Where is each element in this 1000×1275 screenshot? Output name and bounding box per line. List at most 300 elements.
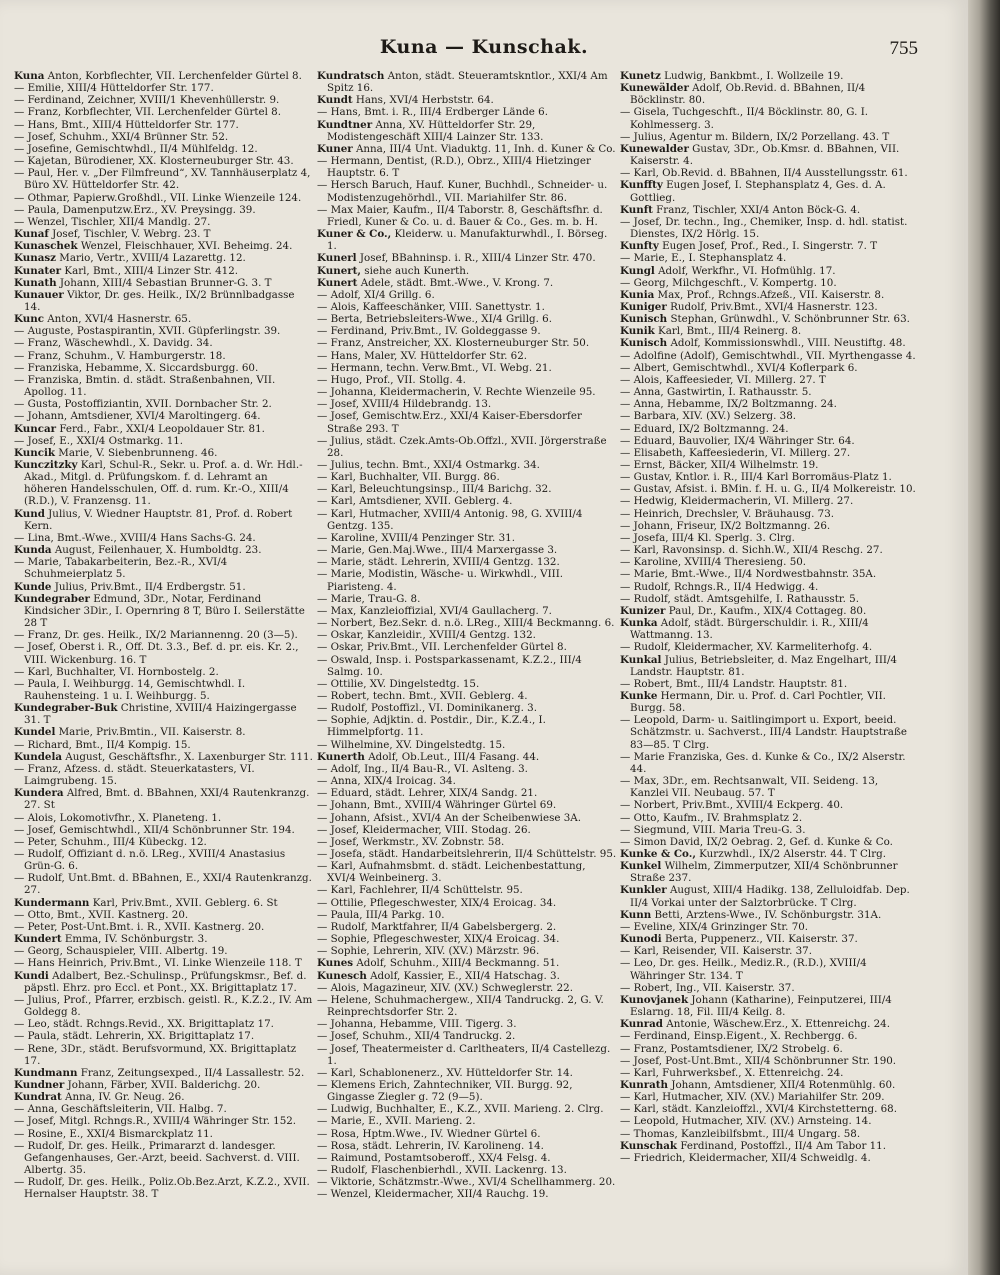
- directory-entry: [620, 179, 920, 203]
- directory-entry: [317, 787, 617, 799]
- directory-entry: [620, 459, 920, 471]
- page-header: [0, 36, 968, 66]
- directory-entry: [317, 848, 617, 860]
- directory-entry: [317, 301, 617, 313]
- directory-entry: [14, 1115, 314, 1127]
- entry-text: — Viktorie, Schätzmstr.-Wwe., XVI/4 Schellhammerg. 20.: [317, 1176, 616, 1189]
- entry-text: Edmund, 3Dr., Notar, Ferdinand Kindsicher 3Dir., I. Opernring 8 T, Büro I. Seilerstätte 28 T: [24, 592, 305, 630]
- entry-surname: Kunater: [14, 264, 62, 277]
- directory-entry: [620, 994, 920, 1018]
- entry-text: Viktor, Dr. ges. Heilk., IX/2 Brünnlbadgasse 14.: [24, 288, 295, 313]
- entry-text: Anna, XV. Hütteldorfer Str. 29, Modistengeschäft XIII/4 Lainzer Str. 133.: [327, 118, 544, 143]
- entry-text: Eugen Josef, Prof., Red., I. Singerstr. 7. T: [658, 240, 878, 253]
- entry-text: — Ludwig, Buchhalter, E., K.Z., XVII. Marieng. 2. Clrg.: [317, 1103, 604, 1116]
- directory-entry: [620, 508, 920, 520]
- entry-text: — Johanna, Hebamme, VIII. Tigerg. 3.: [317, 1018, 517, 1031]
- entry-text: — Hugo, Prof., VII. Stollg. 4.: [317, 373, 466, 386]
- directory-entry: [620, 301, 920, 313]
- entry-surname: Kundel: [14, 726, 56, 739]
- directory-entry: [317, 155, 617, 179]
- entry-text: — Marie, städt. Lehrerin, XVIII/4 Gentzg. 132.: [317, 556, 560, 569]
- directory-entry: [317, 1188, 617, 1200]
- directory-entry: [620, 884, 920, 908]
- directory-entry: [317, 106, 617, 118]
- entry-text: Julius, Betriebsleiter, d. Maz Engelhart, III/4 Landstr. Hauptstr. 81.: [630, 653, 897, 678]
- entry-text: — Raimund, Postamtsoberoff., XX/4 Felsg. 4.: [317, 1151, 551, 1164]
- entry-surname: Kundela: [14, 750, 63, 763]
- entry-text: — Sophie, Lehrerin, XIV. (XV.) Märzstr. 96.: [317, 945, 540, 958]
- entry-text: — Adolf, XI/4 Grillg. 6.: [317, 288, 435, 301]
- entry-text: — Othmar, Papierw.Großhdl., VII. Linke Wienzeile 124.: [14, 191, 302, 204]
- entry-surname: Kunerth: [317, 750, 365, 763]
- entry-text: — Josef, Mitgl. Rchngs.R., XVIII/4 Währinger Str. 152.: [14, 1115, 297, 1128]
- directory-entry: [620, 1152, 920, 1164]
- entry-text: — Karl, Buchhalter, VII. Burgg. 86.: [317, 471, 500, 484]
- entry-surname: Kunffty: [620, 179, 663, 192]
- entry-surname: Kunesch: [317, 969, 367, 982]
- entry-text: — Georg, Schauspieler, VIII. Albertg. 19.: [14, 945, 228, 958]
- entry-text: Rudolf, Priv.Bmt., XVI/4 Hasnerstr. 123.: [666, 300, 878, 313]
- entry-surname: Kunschak: [620, 1139, 678, 1152]
- directory-entry: [317, 897, 617, 909]
- entry-text: — Richard, Bmt., II/4 Kompig. 15.: [14, 738, 191, 751]
- entry-text: — Wilhelmine, XV. Dingelstedtg. 15.: [317, 738, 506, 751]
- entry-surname: Kundratsch: [317, 70, 385, 82]
- entry-text: Adolf, Werkfhr., VI. Hofmühlg. 17.: [654, 264, 836, 277]
- entry-text: Wilhelm, Zimmerputzer, XII/4 Schönbrunner Straße 237.: [630, 860, 898, 885]
- directory-entry: [620, 1030, 920, 1042]
- entry-text: — Adolfine (Adolf), Gemischtwhdl., VII. Myrthengasse 4.: [620, 349, 916, 362]
- directory-entry: [317, 386, 617, 398]
- entry-text: — Helene, Schuhmachergew., XII/4 Tandruckg. 2, G. V. Reinprechtsdorfer Str. 2.: [317, 993, 604, 1019]
- entry-text: — Leopold, Darm- u. Saitlingimport u. Export, beeid. Schätzmstr. u. Sachverst., III/4 Landstr. Hauptstraße 83—85. T Clrg.: [620, 714, 907, 751]
- entry-text: — Ferdinand, Priv.Bmt., IV. Goldeggasse 9.: [317, 325, 541, 338]
- entry-text: — Leo, städt. Rchngs.Revid., XX. Brigittaplatz 17.: [14, 1018, 274, 1031]
- entry-surname: Kundt: [317, 94, 353, 107]
- directory-entry: [620, 641, 920, 653]
- entry-text: — Josef, Post-Unt.Bmt., XII/4 Schönbrunner Str. 190.: [620, 1054, 897, 1067]
- entry-text: — Rudolf, Postoffizl., VI. Dominikanerg. 3.: [317, 702, 537, 715]
- entry-surname: Kunke & Co.,: [620, 848, 696, 860]
- entry-surname: Kundert: [14, 933, 62, 946]
- directory-entry: [620, 909, 920, 921]
- entry-text: Johann (Katharine), Feinputzerei, III/4 Eslarng. 18, Fil. III/4 Keilg. 8.: [630, 993, 892, 1019]
- directory-entry: [14, 167, 314, 191]
- directory-entry: [317, 714, 617, 738]
- directory-entry: [317, 289, 617, 301]
- entry-text: Karl, Bmt., XIII/4 Linzer Str. 412.: [61, 264, 239, 277]
- entry-text: — Hedwig, Kleidermacherin, VI. Millerg. 27.: [620, 495, 854, 508]
- entry-text: — Gusta, Postoffiziantin, XVII. Dornbacher Str. 2.: [14, 398, 272, 411]
- directory-entry: [14, 1176, 314, 1200]
- directory-entry: [14, 325, 314, 337]
- directory-entry: [14, 423, 314, 435]
- entry-surname: Kundner: [14, 1078, 65, 1091]
- entry-text: — Hans, Bmt. i. R., III/4 Erdberger Lände 6.: [317, 106, 548, 119]
- directory-entry: [317, 921, 617, 933]
- entry-text: — Rudolf, Flaschenbierhdl., XVII. Lackenrg. 13.: [317, 1164, 567, 1177]
- entry-text: — Josef, Gemischtwhdl., XII/4 Schönbrunner Str. 194.: [14, 823, 295, 836]
- entry-surname: Kunisch: [620, 337, 668, 350]
- entry-text: — Marie, E., I. Stephansplatz 4.: [620, 252, 787, 265]
- directory-entry: [317, 617, 617, 629]
- entry-text: — Karl, Amtsdiener, XVII. Geblerg. 4.: [317, 495, 513, 508]
- directory-entry: [14, 933, 314, 945]
- directory-entry: [14, 921, 314, 933]
- directory-entry: [14, 435, 314, 447]
- entry-text: — Gisela, Tuchgeschft., II/4 Böcklinstr. 80, G. I. Kohlmesserg. 3.: [620, 106, 869, 131]
- directory-entry: [317, 799, 617, 811]
- directory-entry: [317, 94, 617, 106]
- entry-text: — Franz, Dr. ges. Heilk., IX/2 Mariannenng. 20 (3—5).: [14, 629, 298, 642]
- directory-entry: [317, 398, 617, 410]
- entry-text: — Karl, Beleuchtungsinsp., III/4 Barichg. 32.: [317, 483, 552, 496]
- directory-entry: [317, 179, 617, 203]
- entry-text: — Marie, Gen.Maj.Wwe., III/4 Marxergasse 3.: [317, 544, 558, 557]
- entry-text: — Karl, städt. Kanzleioffzl., XVI/4 Kirchstetterng. 68.: [620, 1103, 898, 1116]
- entry-surname: Kunert,: [317, 264, 362, 277]
- directory-entry: [317, 544, 617, 556]
- entry-text: Hans, XVI/4 Herbststr. 64.: [352, 94, 494, 107]
- entry-text: — Marie, Trau-G. 8.: [317, 592, 421, 605]
- entry-text: Adolf, städt. Bürgerschuldir. i. R., XIII/4 Wattmanng. 13.: [630, 617, 869, 642]
- directory-entry: [620, 204, 920, 216]
- entry-text: — Paula, I. Weihburgg. 14, Gemischtwhdl. I. Rauhensteing. 1 u. I. Weihburgg. 5.: [14, 677, 246, 702]
- directory-entry: [14, 641, 314, 665]
- entry-text: — Marie, Modistin, Wäsche- u. Wirkwhdl., VIII. Piaristeng. 4.: [317, 568, 564, 593]
- directory-entry: [317, 410, 617, 434]
- entry-text: — Rene, 3Dr., städt. Berufsvormund, XX. Brigittaplatz 17.: [14, 1042, 297, 1067]
- directory-entry: [620, 617, 920, 641]
- directory-entry: [620, 556, 920, 568]
- directory-entry: [317, 654, 617, 678]
- entry-text: — Friedrich, Kleidermacher, XII/4 Schweidlg. 4.: [620, 1151, 871, 1164]
- directory-entry: [14, 313, 314, 325]
- entry-surname: Kuner & Co.,: [317, 228, 392, 241]
- directory-entry: [317, 641, 617, 653]
- directory-entry: [317, 252, 617, 264]
- entry-surname: Kunewälder: [620, 82, 689, 95]
- directory-entry: [620, 1067, 920, 1079]
- entry-text: — Wenzel, Kleidermacher, XII/4 Rauchg. 19.: [317, 1188, 549, 1201]
- entry-text: — Josef, Oberst i. R., Off. Dt. 3.3., Bef. d. pr. eis. Kr. 2., VIII. Wickenburg. 16. T: [14, 641, 299, 666]
- directory-entry: [14, 751, 314, 763]
- directory-entry: [620, 386, 920, 398]
- directory-entry: [14, 1079, 314, 1091]
- entry-surname: Kunizer: [620, 604, 666, 617]
- directory-entry: [14, 629, 314, 641]
- directory-entry: [620, 1055, 920, 1067]
- directory-entry: [14, 945, 314, 957]
- entry-text: — Sophie, Adjktin. d. Postdir., Dir., K.Z.4., I. Himmelpfortg. 11.: [317, 714, 546, 739]
- entry-text: — Oskar, Kanzleidir., XVIII/4 Gentzg. 132.: [317, 629, 536, 642]
- directory-entry: [620, 1079, 920, 1091]
- column-1: [14, 70, 314, 1270]
- directory-entry: [14, 508, 314, 532]
- entry-text: — Rudolf, städt. Amtsgehilfe, I. Rathausstr. 5.: [620, 592, 859, 605]
- entry-surname: Kundera: [14, 787, 64, 800]
- entry-text: — Max, 3Dr., em. Rechtsanwalt, VII. Seideng. 13, Kanzlei VII. Neubaug. 57. T: [620, 775, 879, 800]
- directory-entry: [317, 982, 617, 994]
- entry-text: — Johann, Afsist., XVI/4 An der Scheibenwiese 3A.: [317, 811, 581, 824]
- directory-entry: [14, 897, 314, 909]
- directory-entry: [620, 82, 920, 106]
- entry-text: Anna, IV. Gr. Neug. 26.: [61, 1091, 185, 1104]
- directory-entry: [620, 1128, 920, 1140]
- entry-text: — Franz, Wäschewhdl., X. Davidg. 34.: [14, 337, 213, 350]
- directory-entry: [620, 313, 920, 325]
- entry-text: — Josefine, Gemischtwhdl., II/4 Mühlfeldg. 12.: [14, 142, 258, 155]
- entry-surname: Kundrat: [14, 1091, 62, 1104]
- directory-entry: [14, 155, 314, 167]
- directory-entry: [317, 593, 617, 605]
- entry-text: — Rudolf, Marktfahrer, II/4 Gabelsbergerg. 2.: [317, 920, 557, 933]
- entry-text: — Karoline, XVIII/4 Penzinger Str. 31.: [317, 531, 515, 544]
- directory-entry: [14, 1018, 314, 1030]
- entry-text: — Johann, Amtsdiener, XVI/4 Maroltingerg. 64.: [14, 410, 261, 423]
- entry-text: — Otto, Bmt., XVII. Kastnerg. 20.: [14, 908, 189, 921]
- entry-text: — Eduard, Bauvolier, IX/4 Währinger Str. 64.: [620, 434, 855, 447]
- entry-text: — Alois, Magazineur, XIV. (XV.) Schweglerstr. 22.: [317, 981, 573, 994]
- directory-entry: [317, 1164, 617, 1176]
- directory-entry: [317, 1030, 617, 1042]
- entry-text: Gustav, 3Dr., Ob.Kmsr. d. BBahnen, VII. Kaiserstr. 4.: [630, 142, 900, 168]
- directory-entry: [14, 1030, 314, 1042]
- entry-text: Wenzel, Fleischhauer, XVI. Beheimg. 24.: [77, 240, 293, 253]
- entry-text: — Josef, Schuhm., XII/4 Tandruckg. 2.: [317, 1030, 516, 1043]
- entry-text: — Franz, Korbflechter, VII. Lerchenfelder Gürtel 8.: [14, 106, 282, 119]
- directory-entry: [620, 277, 920, 289]
- directory-entry: [620, 921, 920, 933]
- entry-text: Franz, Tischler, XXI/4 Anton Böck-G. 4.: [652, 203, 861, 216]
- entry-text: — Hans Heinrich, Priv.Bmt., VI. Linke Wienzeile 118. T: [14, 957, 302, 970]
- directory-entry: [317, 532, 617, 544]
- entry-text: — Eveline, XIX/4 Grinzinger Str. 70.: [620, 920, 809, 933]
- directory-entry: [620, 423, 920, 435]
- entry-text: Paul, Dr., Kaufm., XIX/4 Cottageg. 80.: [665, 604, 867, 617]
- entry-text: Kleiderw. u. Manufakturwhdl., I. Börseg. 1.: [327, 228, 608, 253]
- entry-text: Johann, Färber, XVII. Balderichg. 20.: [64, 1078, 261, 1091]
- entry-text: — Berta, Betriebsleiters-Wwe., XI/4 Grillg. 6.: [317, 313, 552, 326]
- entry-text: Adele, städt. Bmt.-Wwe., V. Krong. 7.: [357, 276, 554, 289]
- entry-text: — Paul, Her. v. „Der Filmfreund“, XV. Tannhäuserplatz 4, Büro XV. Hütteldorfer Str. 42.: [14, 167, 311, 192]
- directory-entry: [317, 812, 617, 824]
- directory-entry: [14, 848, 314, 872]
- directory-entry: [317, 362, 617, 374]
- entry-text: — Anna, XIX/4 Iroicag. 34.: [317, 775, 456, 788]
- directory-entry: [317, 605, 617, 617]
- entry-surname: Kunasz: [14, 252, 57, 265]
- column-3: [620, 70, 920, 1270]
- entry-surname: Kunkal: [620, 653, 662, 666]
- entry-text: — Robert, techn. Bmt., XVII. Geblerg. 4.: [317, 689, 528, 702]
- directory-entry: [620, 1018, 920, 1030]
- directory-entry: [620, 605, 920, 617]
- entry-text: — Josef, Kleidermacher, VIII. Stodag. 26.: [317, 823, 531, 836]
- directory-entry: [620, 289, 920, 301]
- entry-text: — Anna, Geschäftsleiterin, VII. Halbg. 7.: [14, 1103, 227, 1116]
- directory-entry: [14, 581, 314, 593]
- entry-text: — Rudolf, Dr. ges. Heilk., Poliz.Ob.Bez.Arzt, K.Z.2., XVII. Hernalser Hauptstr. 38. T: [14, 1176, 310, 1201]
- directory-entry: [14, 702, 314, 726]
- directory-entry: [317, 204, 617, 228]
- entry-text: — Karl, Hutmacher, XIV. (XV.) Mariahilfer Str. 209.: [620, 1091, 885, 1104]
- entry-text: — Marie, E., XVII. Marieng. 2.: [317, 1115, 476, 1128]
- entry-text: — Karl, Ravonsinsp. d. Sichh.W., XII/4 Reschg. 27.: [620, 544, 883, 557]
- entry-text: — Franziska, Hebamme, X. Siccardsburgg. 60.: [14, 361, 259, 374]
- directory-entry: [14, 192, 314, 204]
- directory-entry: [317, 775, 617, 787]
- entry-text: — Rosa, städt. Lehrerin, IV. Karolineng. 14.: [317, 1139, 544, 1152]
- directory-entry: [317, 508, 617, 532]
- directory-entry: [14, 337, 314, 349]
- directory-entry: [14, 447, 314, 459]
- entry-surname: Kunfty: [620, 240, 659, 253]
- entry-text: — Franz, Schuhm., V. Hamburgerstr. 18.: [14, 349, 226, 362]
- directory-entry: [317, 824, 617, 836]
- entry-surname: Kunrad: [620, 1018, 663, 1031]
- entry-text: — Karl, Ob.Revid. d. BBahnen, II/4 Ausstellungsstr. 61.: [620, 167, 908, 180]
- entry-text: — Rudolf, Rchngs.R., II/4 Hedwigg. 4.: [620, 580, 819, 593]
- entry-text: — Ottilie, Pflegeschwester, XIX/4 Eroicag. 34.: [317, 896, 557, 909]
- entry-text: — Robert, Bmt., III/4 Landstr. Hauptstr. 81.: [620, 677, 848, 690]
- entry-text: — Rudolf, Unt.Bmt. d. BBahnen, E., XXI/4 Rautenkranzg. 27.: [14, 872, 312, 897]
- entry-text: — Rosa, Hptm.Wwe., IV. Wiedner Gürtel 6.: [317, 1127, 541, 1140]
- directory-entry: [317, 143, 617, 155]
- entry-text: — Anna, Gastwirtin, I. Rathausstr. 5.: [620, 386, 812, 399]
- directory-entry: [317, 933, 617, 945]
- entry-text: — Adolf, Ing., II/4 Bau-R., VI. Aslteng. 3.: [317, 762, 528, 775]
- entry-surname: Kunewalder: [620, 142, 689, 155]
- directory-entry: [620, 751, 920, 775]
- entry-text: — Paula, III/4 Parkg. 10.: [317, 908, 445, 921]
- entry-text: — Leopold, Hutmacher, XIV. (XV.) Arnsteing. 14.: [620, 1115, 872, 1128]
- directory-entry: [620, 654, 920, 678]
- directory-entry: [14, 350, 314, 362]
- directory-entry: [317, 1140, 617, 1152]
- entry-surname: Kund: [14, 507, 45, 520]
- entry-text: Mario, Vertr., XVIII/4 Lazarettg. 12.: [56, 252, 246, 265]
- directory-entry: [317, 337, 617, 349]
- directory-entry: [14, 593, 314, 629]
- directory-entry: [620, 532, 920, 544]
- entry-text: — Josef, E., XXI/4 Ostmarkg. 11.: [14, 434, 184, 447]
- entry-text: — Josef, XVIII/4 Hildebrandg. 13.: [317, 398, 492, 411]
- directory-entry: [14, 1043, 314, 1067]
- directory-entry: [317, 1115, 617, 1127]
- entry-text: — Karl, Fuhrwerksbef., X. Ettenreichg. 24.: [620, 1066, 844, 1079]
- directory-entry: [14, 957, 314, 969]
- directory-entry: [620, 216, 920, 240]
- entry-surname: Kunka: [620, 617, 658, 630]
- directory-entry: [620, 544, 920, 556]
- directory-entry: [620, 471, 920, 483]
- entry-text: Franz, Zeitungsexped., II/4 Lassallestr. 52.: [77, 1066, 305, 1079]
- directory-entry: [620, 495, 920, 507]
- directory-entry: [620, 435, 920, 447]
- entry-text: — Auguste, Postaspirantin, XVII. Güpferlingstr. 39.: [14, 325, 281, 338]
- entry-text: — Ernst, Bäcker, XII/4 Wilhelmstr. 19.: [620, 459, 819, 471]
- entry-surname: Kunde: [14, 580, 52, 593]
- entry-text: — Julius, städt. Czek.Amts-Ob.Offzl., XVII. Jörgerstraße 28.: [317, 434, 607, 459]
- entry-text: Christine, XVIII/4 Haizingergasse 31. T: [24, 702, 297, 727]
- directory-entry: [620, 252, 920, 264]
- entry-text: — Alois, Kaffeeschänker, VIII. Sanettystr. 1.: [317, 300, 545, 313]
- entry-surname: Kuna: [14, 70, 45, 82]
- entry-surname: Kunes: [317, 957, 354, 970]
- directory-entry: [317, 970, 617, 982]
- entry-text: — Franz, Anstreicher, XX. Klosterneuburger Str. 50.: [317, 337, 590, 350]
- entry-surname: Kuncik: [14, 446, 56, 459]
- entry-text: — Karl, Reisender, VII. Kaiserstr. 37.: [620, 945, 813, 958]
- directory-entry: [14, 143, 314, 155]
- directory-entry: [317, 495, 617, 507]
- entry-text: — Peter, Post-Unt.Bmt. i. R., XVII. Kastnerg. 20.: [14, 920, 265, 933]
- directory-entry: [14, 106, 314, 118]
- directory-entry: [317, 1067, 617, 1079]
- directory-entry: [620, 933, 920, 945]
- entry-text: Betti, Arztens-Wwe., IV. Schönburgstr. 31A.: [651, 908, 882, 921]
- entry-text: — Rudolf, Kleidermacher, XV. Karmeliterhofg. 4.: [620, 641, 873, 654]
- entry-text: — Oskar, Priv.Bmt., VII. Lerchenfelder Gürtel 8.: [317, 641, 567, 654]
- entry-text: — Josefa, III/4 Kl. Sperlg. 3. Clrg.: [620, 531, 795, 544]
- entry-text: Karl, Schul-R., Sekr. u. Prof. a. d. Wr. Hdl.-Akad., Mitgl. d. Prüfungskom. f. d. Lehramt an höheren Handelsschulen, Off. d. rum. Kr.-O., XIII/4 (R.D.), V. Franzensg. 11.: [24, 459, 303, 508]
- directory-entry: [620, 447, 920, 459]
- directory-entry: [14, 228, 314, 240]
- directory-entry: [620, 714, 920, 750]
- directory-entry: [14, 763, 314, 787]
- entry-text: Anna, III/4 Unt. Viaduktg. 11, Inh. d. Kuner & Co.: [352, 142, 616, 155]
- directory-entry: [14, 726, 314, 738]
- directory-entry: [14, 787, 314, 811]
- directory-entry: [620, 240, 920, 252]
- directory-entry: [317, 884, 617, 896]
- directory-entry: [14, 1091, 314, 1103]
- entry-text: — Peter, Schuhm., III/4 Kübeckg. 12.: [14, 835, 207, 848]
- directory-entry: [14, 812, 314, 824]
- entry-text: — Elisabeth, Kaffeesiederin, VI. Millerg. 27.: [620, 446, 851, 459]
- entry-surname: Kunaschek: [14, 240, 78, 253]
- directory-entry: [317, 483, 617, 495]
- directory-entry: [317, 435, 617, 459]
- directory-entry: [14, 544, 314, 556]
- directory-entry: [14, 1140, 314, 1176]
- directory-entry: [620, 483, 920, 495]
- entry-text: — Emilie, XIII/4 Hütteldorfer Str. 177.: [14, 82, 214, 95]
- entry-text: — Gustav, Kntlor. i. R., III/4 Karl Borromäus-Platz 1.: [620, 471, 892, 484]
- entry-surname: Kunetz: [620, 70, 661, 82]
- entry-text: — Josef, Theatermeister d. Carltheaters, II/4 Castellezg. 1.: [317, 1042, 611, 1067]
- entry-text: — Josefa, städt. Handarbeitslehrerin, II/4 Schüttelstr. 95.: [317, 848, 617, 860]
- entry-surname: Kunerl: [317, 252, 357, 265]
- entry-surname: Kunaf: [14, 228, 49, 241]
- directory-entry: [620, 325, 920, 337]
- entry-surname: Kunczitzky: [14, 459, 78, 471]
- directory-entry: [620, 957, 920, 981]
- directory-entry: [14, 131, 314, 143]
- directory-entry: [14, 994, 314, 1018]
- entry-text: — Robert, Ing., VII. Kaiserstr. 37.: [620, 981, 795, 994]
- entry-text: August, Geschäftsfhr., X. Laxenburger Str. 111.: [62, 750, 313, 763]
- entry-surname: Kundermann: [14, 896, 90, 909]
- entry-text: — Oswald, Insp. i. Postsparkassenamt, K.Z.2., III/4 Salmg. 10.: [317, 653, 582, 678]
- entry-text: — Leo, Dr. ges. Heilk., Mediz.R., (R.D.), XVIII/4 Währinger Str. 134. T: [620, 957, 867, 982]
- directory-entry: [317, 945, 617, 957]
- entry-surname: Kundegraber: [14, 592, 90, 605]
- directory-entry: [620, 520, 920, 532]
- directory-entry: [317, 629, 617, 641]
- entry-text: — Karl, Buchhalter, VI. Hornbostelg. 2.: [14, 665, 219, 678]
